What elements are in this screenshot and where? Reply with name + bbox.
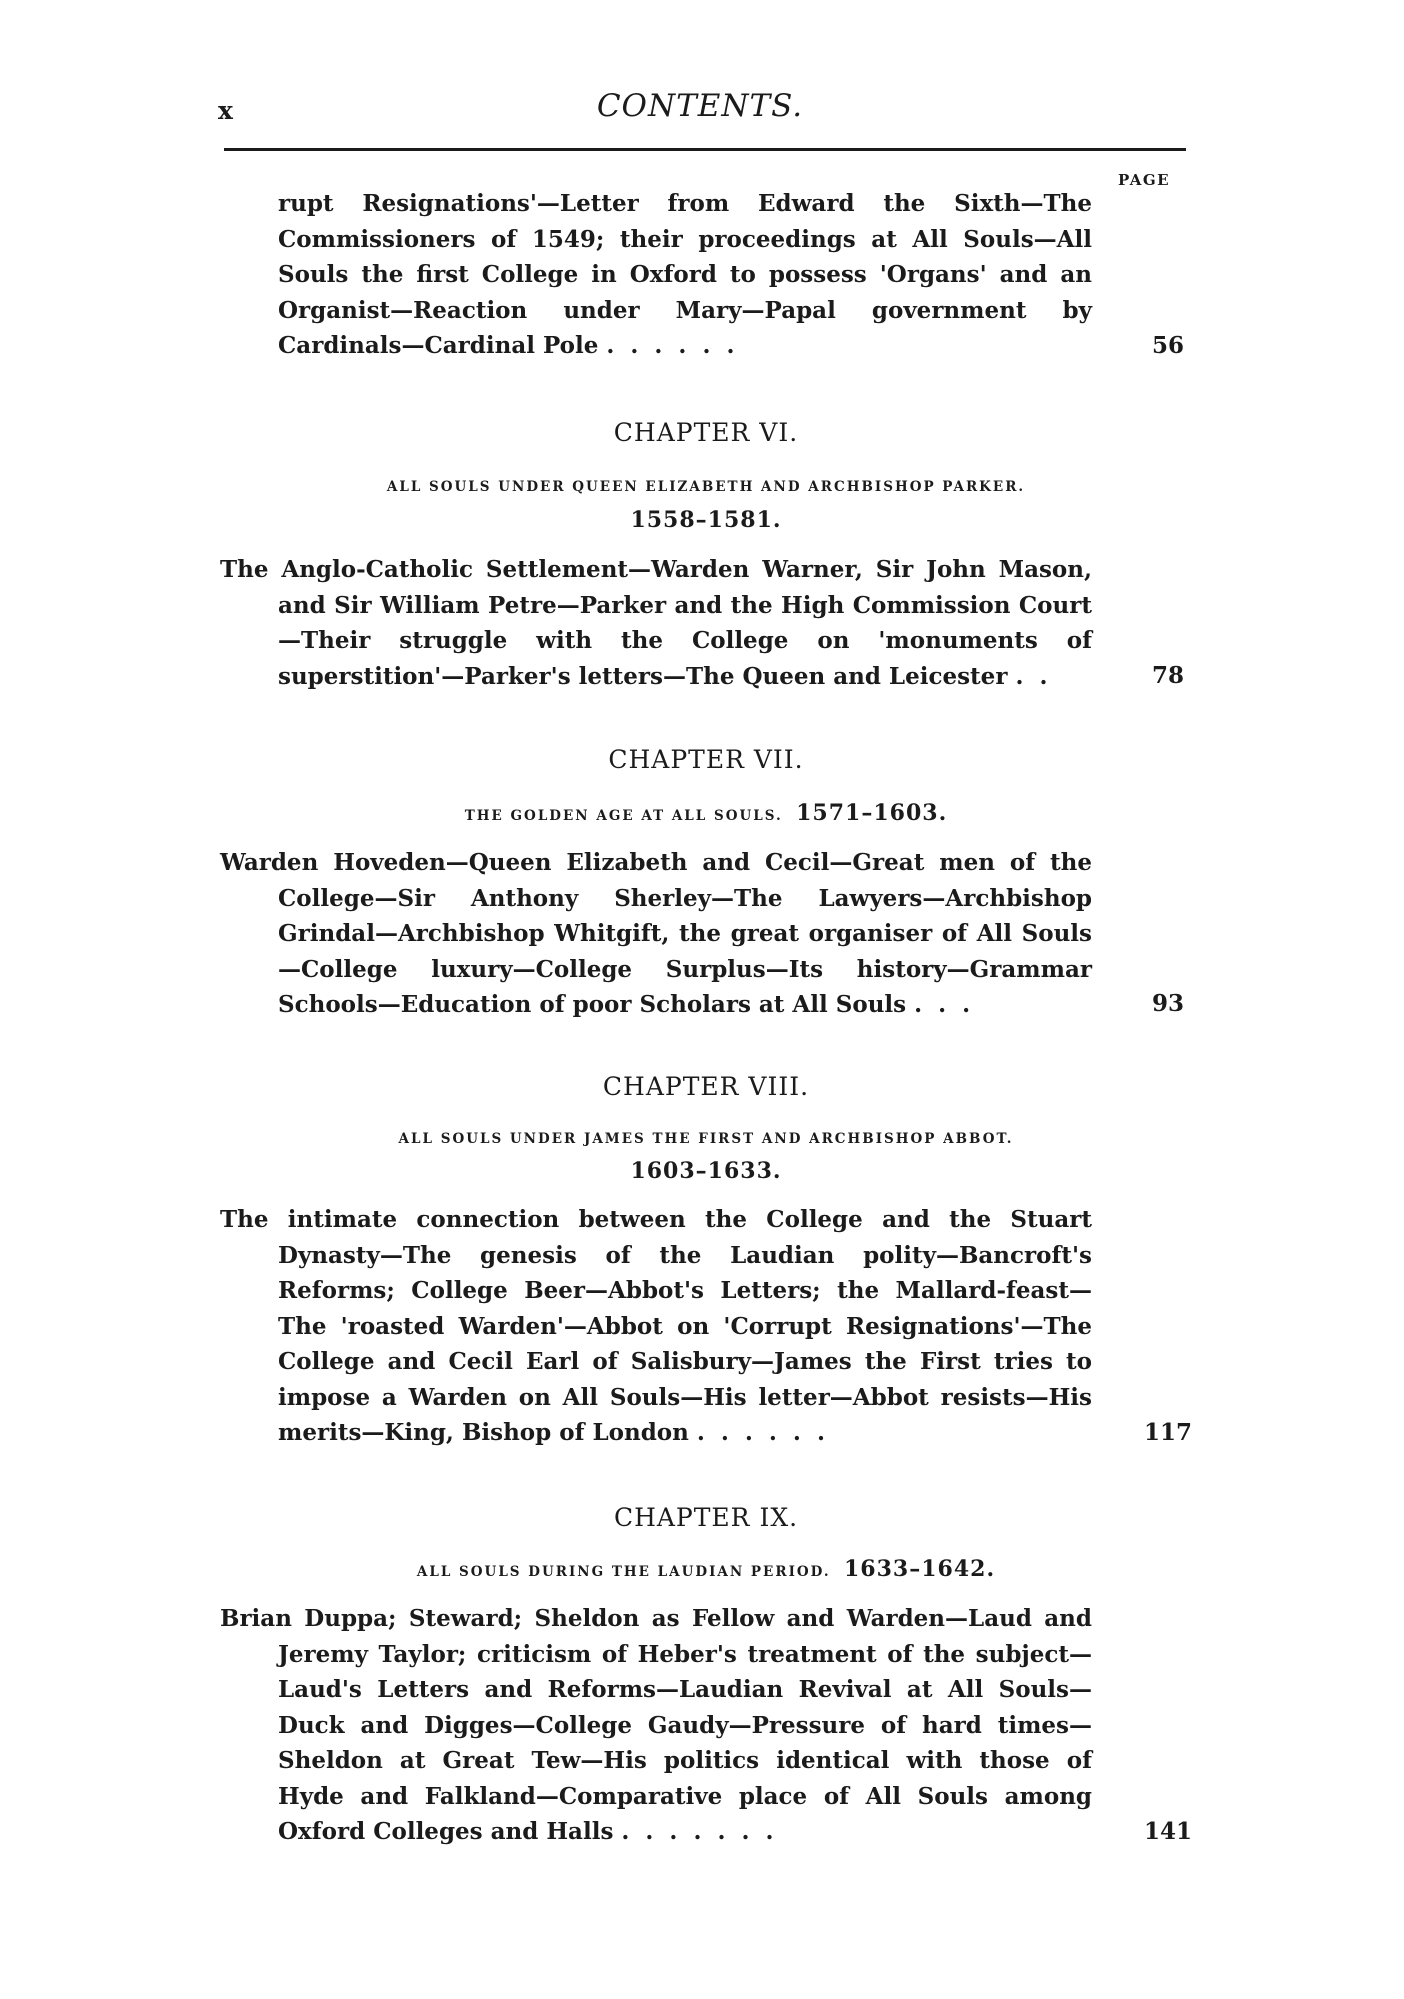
page-reference: 78 <box>1151 662 1184 689</box>
chapter-subtitle: ALL SOULS DURING THE LAUDIAN PERIOD. 1633–1642. <box>416 1556 996 1582</box>
chapter-years: 1633–1642. <box>843 1556 996 1582</box>
page-number: x <box>218 96 234 125</box>
dot-leaders: . . . . . . . <box>621 1818 778 1845</box>
running-title: CONTENTS. <box>596 88 804 124</box>
entry-description: The intimate connection between the College and the Stuart Dynasty—The genesis of the Laudian polity—Bancroft's Reforms; College Beer—Abbot's Letters; the Mallard-feast—The 'roasted Warden'—Abbot on 'Corrupt Resignations'—The College and Cecil Earl of Salisbury—James the First tries to impose a Warden on All Souls—His letter—Abbot resists—His merits—King, Bishop of London . . . . . . <box>220 1206 1092 1446</box>
chapter-years: 1558–1581. <box>630 507 782 533</box>
toc-entry-ch7 <box>220 845 1092 1023</box>
entry-description: rupt Resignations'—Letter from Edward the Sixth—The Commissioners of 1549; their proceedings at All Souls—All Souls the first College in Oxford to possess 'Organs' and an Organist—Reaction under Mary—Papal government by Cardinals—Cardinal Pole . . . . . . <box>278 190 1092 359</box>
chapter-heading-vii: CHAPTER VII. <box>608 745 804 774</box>
dot-leaders: . . . . . . <box>696 1419 829 1446</box>
header-rule <box>224 148 1186 151</box>
dot-leaders: . . . <box>914 991 975 1018</box>
chapter-years: 1603–1633. <box>630 1158 782 1184</box>
page-reference: 141 <box>1143 1818 1192 1845</box>
chapter-subtitle: ALL SOULS UNDER QUEEN ELIZABETH AND ARCHBISHOP PARKER. <box>386 479 1026 495</box>
toc-entry-ch9 <box>220 1601 1092 1850</box>
dot-leaders: . . <box>1015 662 1052 690</box>
chapter-heading-viii: CHAPTER VIII. <box>602 1072 810 1101</box>
chapter-heading-vi: CHAPTER VI. <box>613 418 799 447</box>
toc-entry-ch8 <box>220 1202 1092 1451</box>
toc-entry-ch5-continued <box>220 186 1092 364</box>
chapter-heading-ix: CHAPTER IX. <box>613 1503 799 1532</box>
page-reference: 117 <box>1143 1419 1192 1446</box>
toc-entry-ch6 <box>220 552 1092 694</box>
entry-description: The Anglo-Catholic Settlement—Warden Warner, Sir John Mason, and Sir William Petre—Parker and the High Commission Court—Their struggle with the College on 'monuments of superstition'—Parker's letters—The Queen and Leicester . . <box>220 556 1092 690</box>
chapter-subtitle: THE GOLDEN AGE AT ALL SOULS. 1571–1603. <box>464 800 948 826</box>
page-reference: 93 <box>1151 990 1184 1017</box>
chapter-years: 1571–1603. <box>796 800 948 826</box>
dot-leaders: . . . . . . <box>606 332 739 359</box>
entry-description: Brian Duppa; Steward; Sheldon as Fellow and Warden—Laud and Jeremy Taylor; criticism of Heber's treatment of the subject—Laud's Letters and Reforms—Laudian Revival at All Souls—Duck and Digges—College Gaudy—Pressure of hard times—Sheldon at Great Tew—His politics identical with those of Hyde and Falkland—Comparative place of All Souls among Oxford Colleges and Halls . . . . . . . <box>220 1605 1092 1845</box>
page-reference: 56 <box>1151 332 1184 359</box>
entry-description: Warden Hoveden—Queen Elizabeth and Cecil—Great men of the College—Sir Anthony Sherley—The Lawyers—Archbishop Grindal—Archbishop Whitgift, the great organiser of All Souls—College luxury—College Surplus—Its history—Grammar Schools—Education of poor Scholars at All Souls . . . <box>220 849 1092 1018</box>
page-column-label: PAGE <box>1118 171 1171 189</box>
chapter-subtitle: ALL SOULS UNDER JAMES THE FIRST AND ARCHBISHOP ABBOT. <box>398 1131 1014 1147</box>
